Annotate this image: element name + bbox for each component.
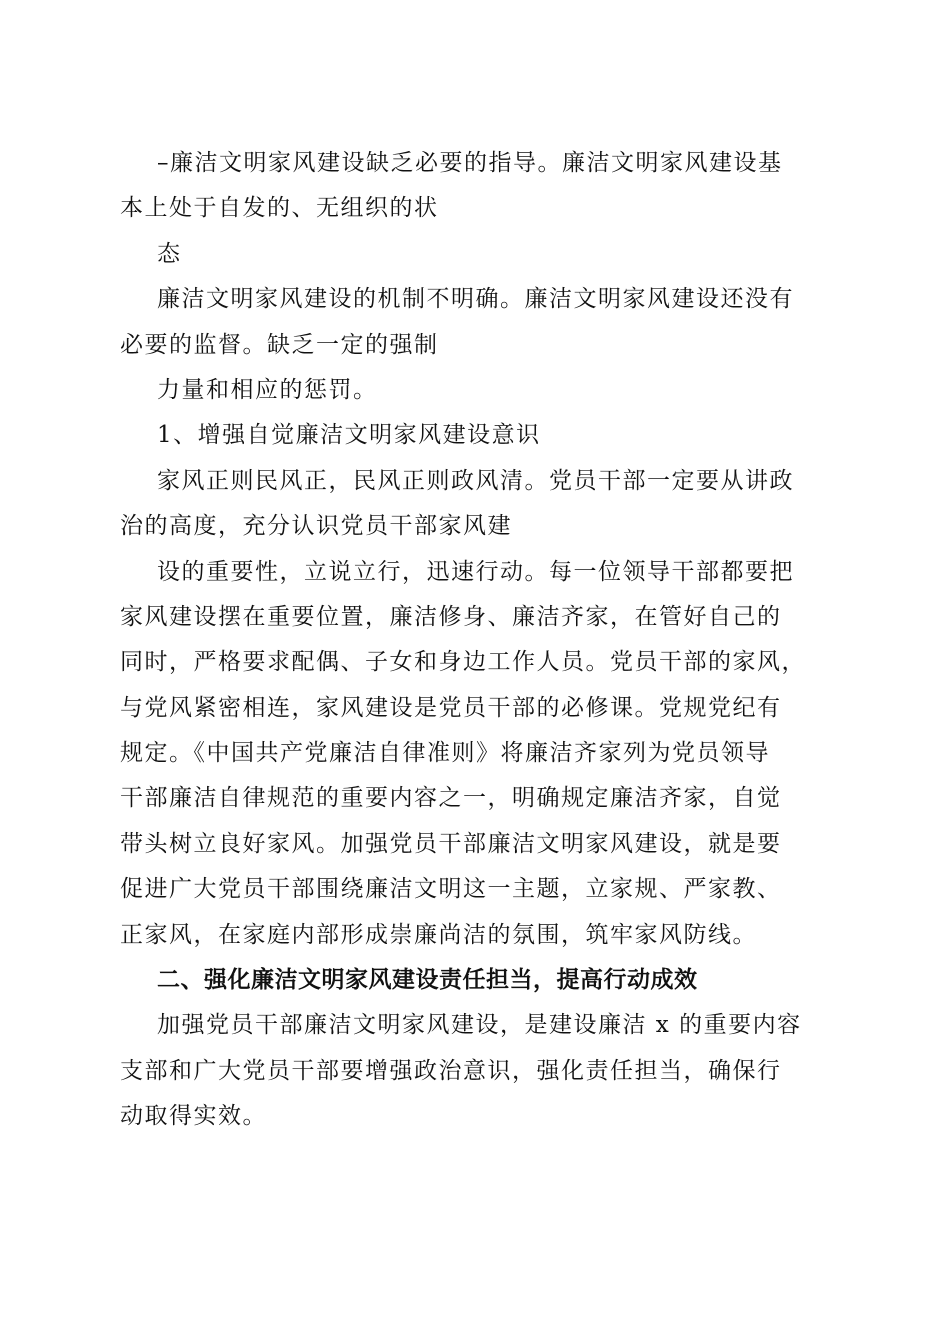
text-line: –廉洁文明家风建设缺乏必要的指导。廉洁文明家风建设基 (157, 150, 783, 176)
text-line: 必要的监督。缺乏一定的强制 (120, 331, 439, 358)
text-line: 家风建设摆在重要位置，廉洁修身、廉洁齐家，在管好自己的 (120, 603, 782, 630)
text-line: 家风正则民风正，民风正则政风清。党员干部一定要从讲政 (157, 467, 794, 494)
text-line: 本上处于自发的、无组织的状 (120, 195, 439, 222)
text-line: 动取得实效。 (120, 1103, 267, 1130)
document-body (120, 141, 830, 1140)
text-line: 加强党员干部廉洁文明家风建设，是建设廉洁 x 的重要内容 (157, 1012, 802, 1039)
text-line: 设的重要性，立说立行，迅速行动。每一位领导干部都要把 (157, 558, 794, 585)
text-line: 态 (157, 240, 182, 267)
text-line: 正家风，在家庭内部形成崇廉尚洁的氛围，筑牢家风防线。 (120, 921, 757, 948)
text-line: 治的高度，充分认识党员干部家风建 (120, 513, 512, 540)
text-line: 廉洁文明家风建设的机制不明确。廉洁文明家风建设还没有 (157, 286, 794, 313)
text-line: 力量和相应的惩罚。 (157, 376, 378, 403)
section-subheading: 1、增强自觉廉洁文明家风建设意识 (157, 422, 541, 449)
text-line: 规定。《中国共产党廉洁自律准则》将廉洁齐家列为党员领导 (120, 740, 770, 767)
text-line: 同时，严格要求配偶、子女和身边工作人员。党员干部的家风， (120, 649, 806, 676)
text-line: 干部廉洁自律规范的重要内容之一，明确规定廉洁齐家，自觉 (120, 785, 782, 812)
text-line: 带头树立良好家风。加强党员干部廉洁文明家风建设，就是要 (120, 830, 782, 857)
text-line: 与党风紧密相连，家风建设是党员干部的必修课。党规党纪有 (120, 694, 782, 721)
section-heading: 二、强化廉洁文明家风建设责任担当，提高行动成效 (157, 967, 698, 994)
text-line: 促进广大党员干部围绕廉洁文明这一主题，立家规、严家教、 (120, 876, 782, 903)
text-line: 支部和广大党员干部要增强政治意识，强化责任担当，确保行 (120, 1057, 782, 1084)
